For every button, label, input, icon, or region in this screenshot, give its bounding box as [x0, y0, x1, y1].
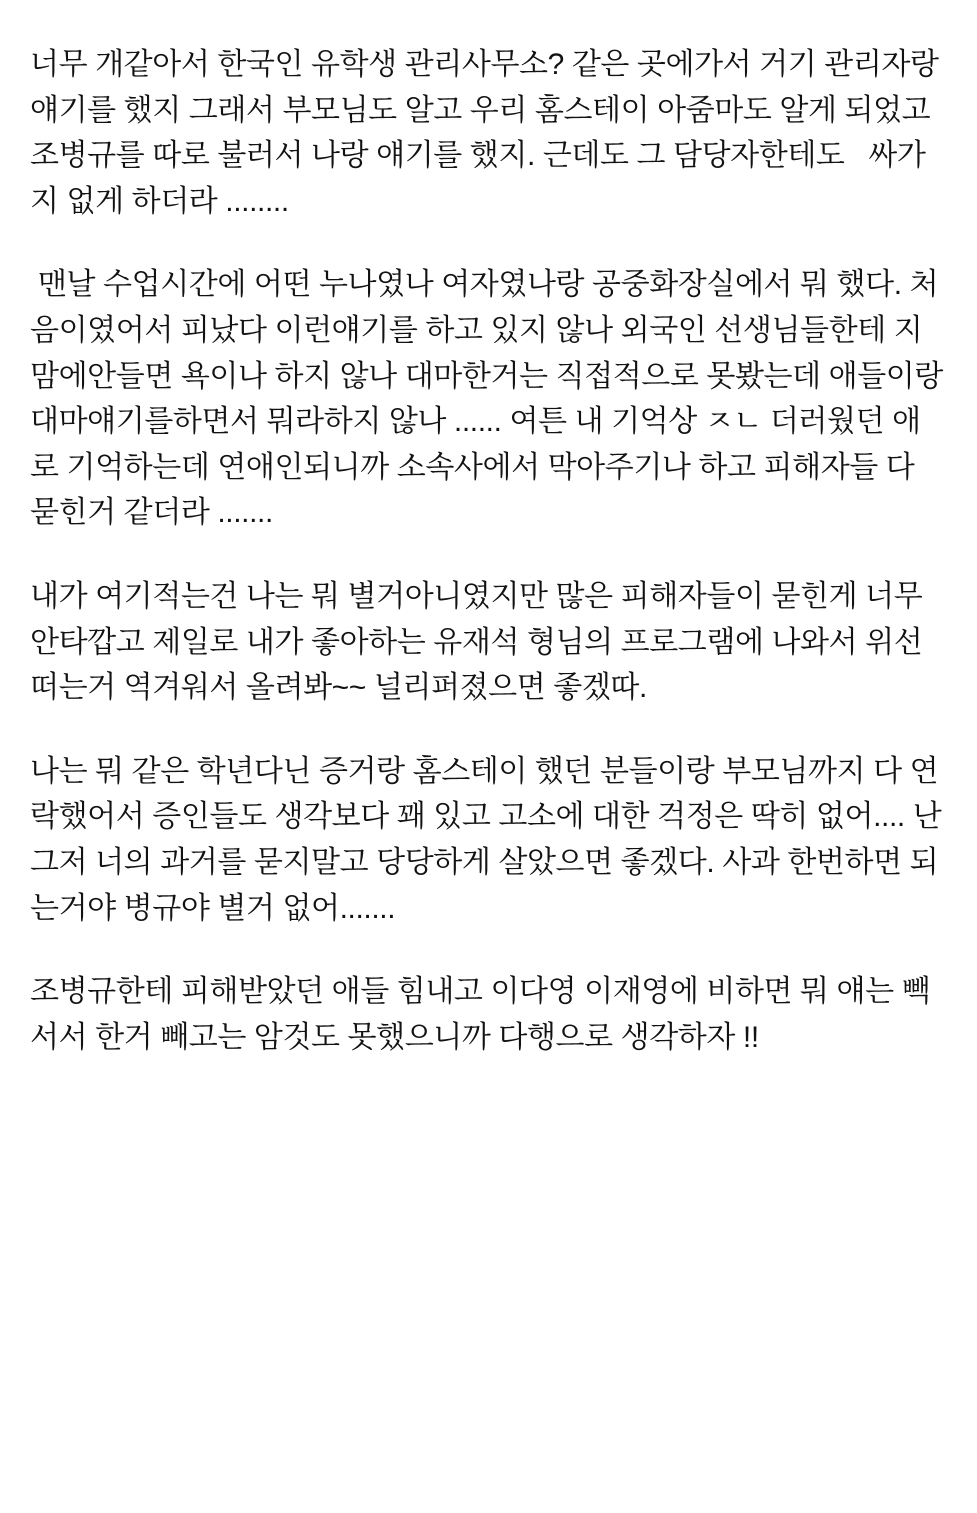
paragraph: 맨날 수업시간에 어떤 누나였나 여자였나랑 공중화장실에서 뭐 했다. 처음이였어서 피났다 이런얘기를 하고 있지 않나 외국인 선생님들한테 지 맘에안들면 욕이나 하지 않나 대마한거는 직접적으로 못봤는데 애들이랑 대마얘기를하면서 뭐라하지 않나 ...... 여튼 내 기억상 ㅈㄴ 더러웠던 애로 기억하는데 연애인되니까 소속사에서 막아주기나 하고 피해자들 다 묻힌거 같더라 ....... [30, 268, 951, 530]
paragraph: 조병규한테 피해받았던 애들 힘내고 이다영 이재영에 비하면 뭐 얘는 빽서서 한거 빼고는 암것도 못했으니까 다행으로 생각하자 !! [30, 975, 931, 1054]
paragraph: 내가 여기적는건 나는 뭐 별거아니였지만 많은 피해자들이 묻힌게 너무 안타깝고 제일로 내가 좋아하는 유재석 형님의 프로그램에 나와서 위선떠는거 역겨워서 올려봐~~ 널리퍼졌으면 좋겠따. [30, 579, 931, 705]
paragraph: 너무 개같아서 한국인 유학생 관리사무소? 같은 곳에가서 거기 관리자랑 얘기를 했지 그래서 부모님도 알고 우리 홈스테이 아줌마도 알게 되었고 조병규를 따로 불러서 나랑 얘기를 했지. 근데도 그 담당자한테도 싸가지 없게 하더라 ........ [30, 48, 947, 218]
post-body [30, 42, 949, 1060]
paragraph: 나는 뭐 같은 학년다닌 증거랑 홈스테이 했던 분들이랑 부모님까지 다 연락했어서 증인들도 생각보다 꽤 있고 고소에 대한 걱정은 딱히 없어.... 난 그저 너의 과거를 묻지말고 당당하게 살았으면 좋겠다. 사과 한번하면 되는거야 병규야 별거 없어....... [30, 754, 950, 925]
